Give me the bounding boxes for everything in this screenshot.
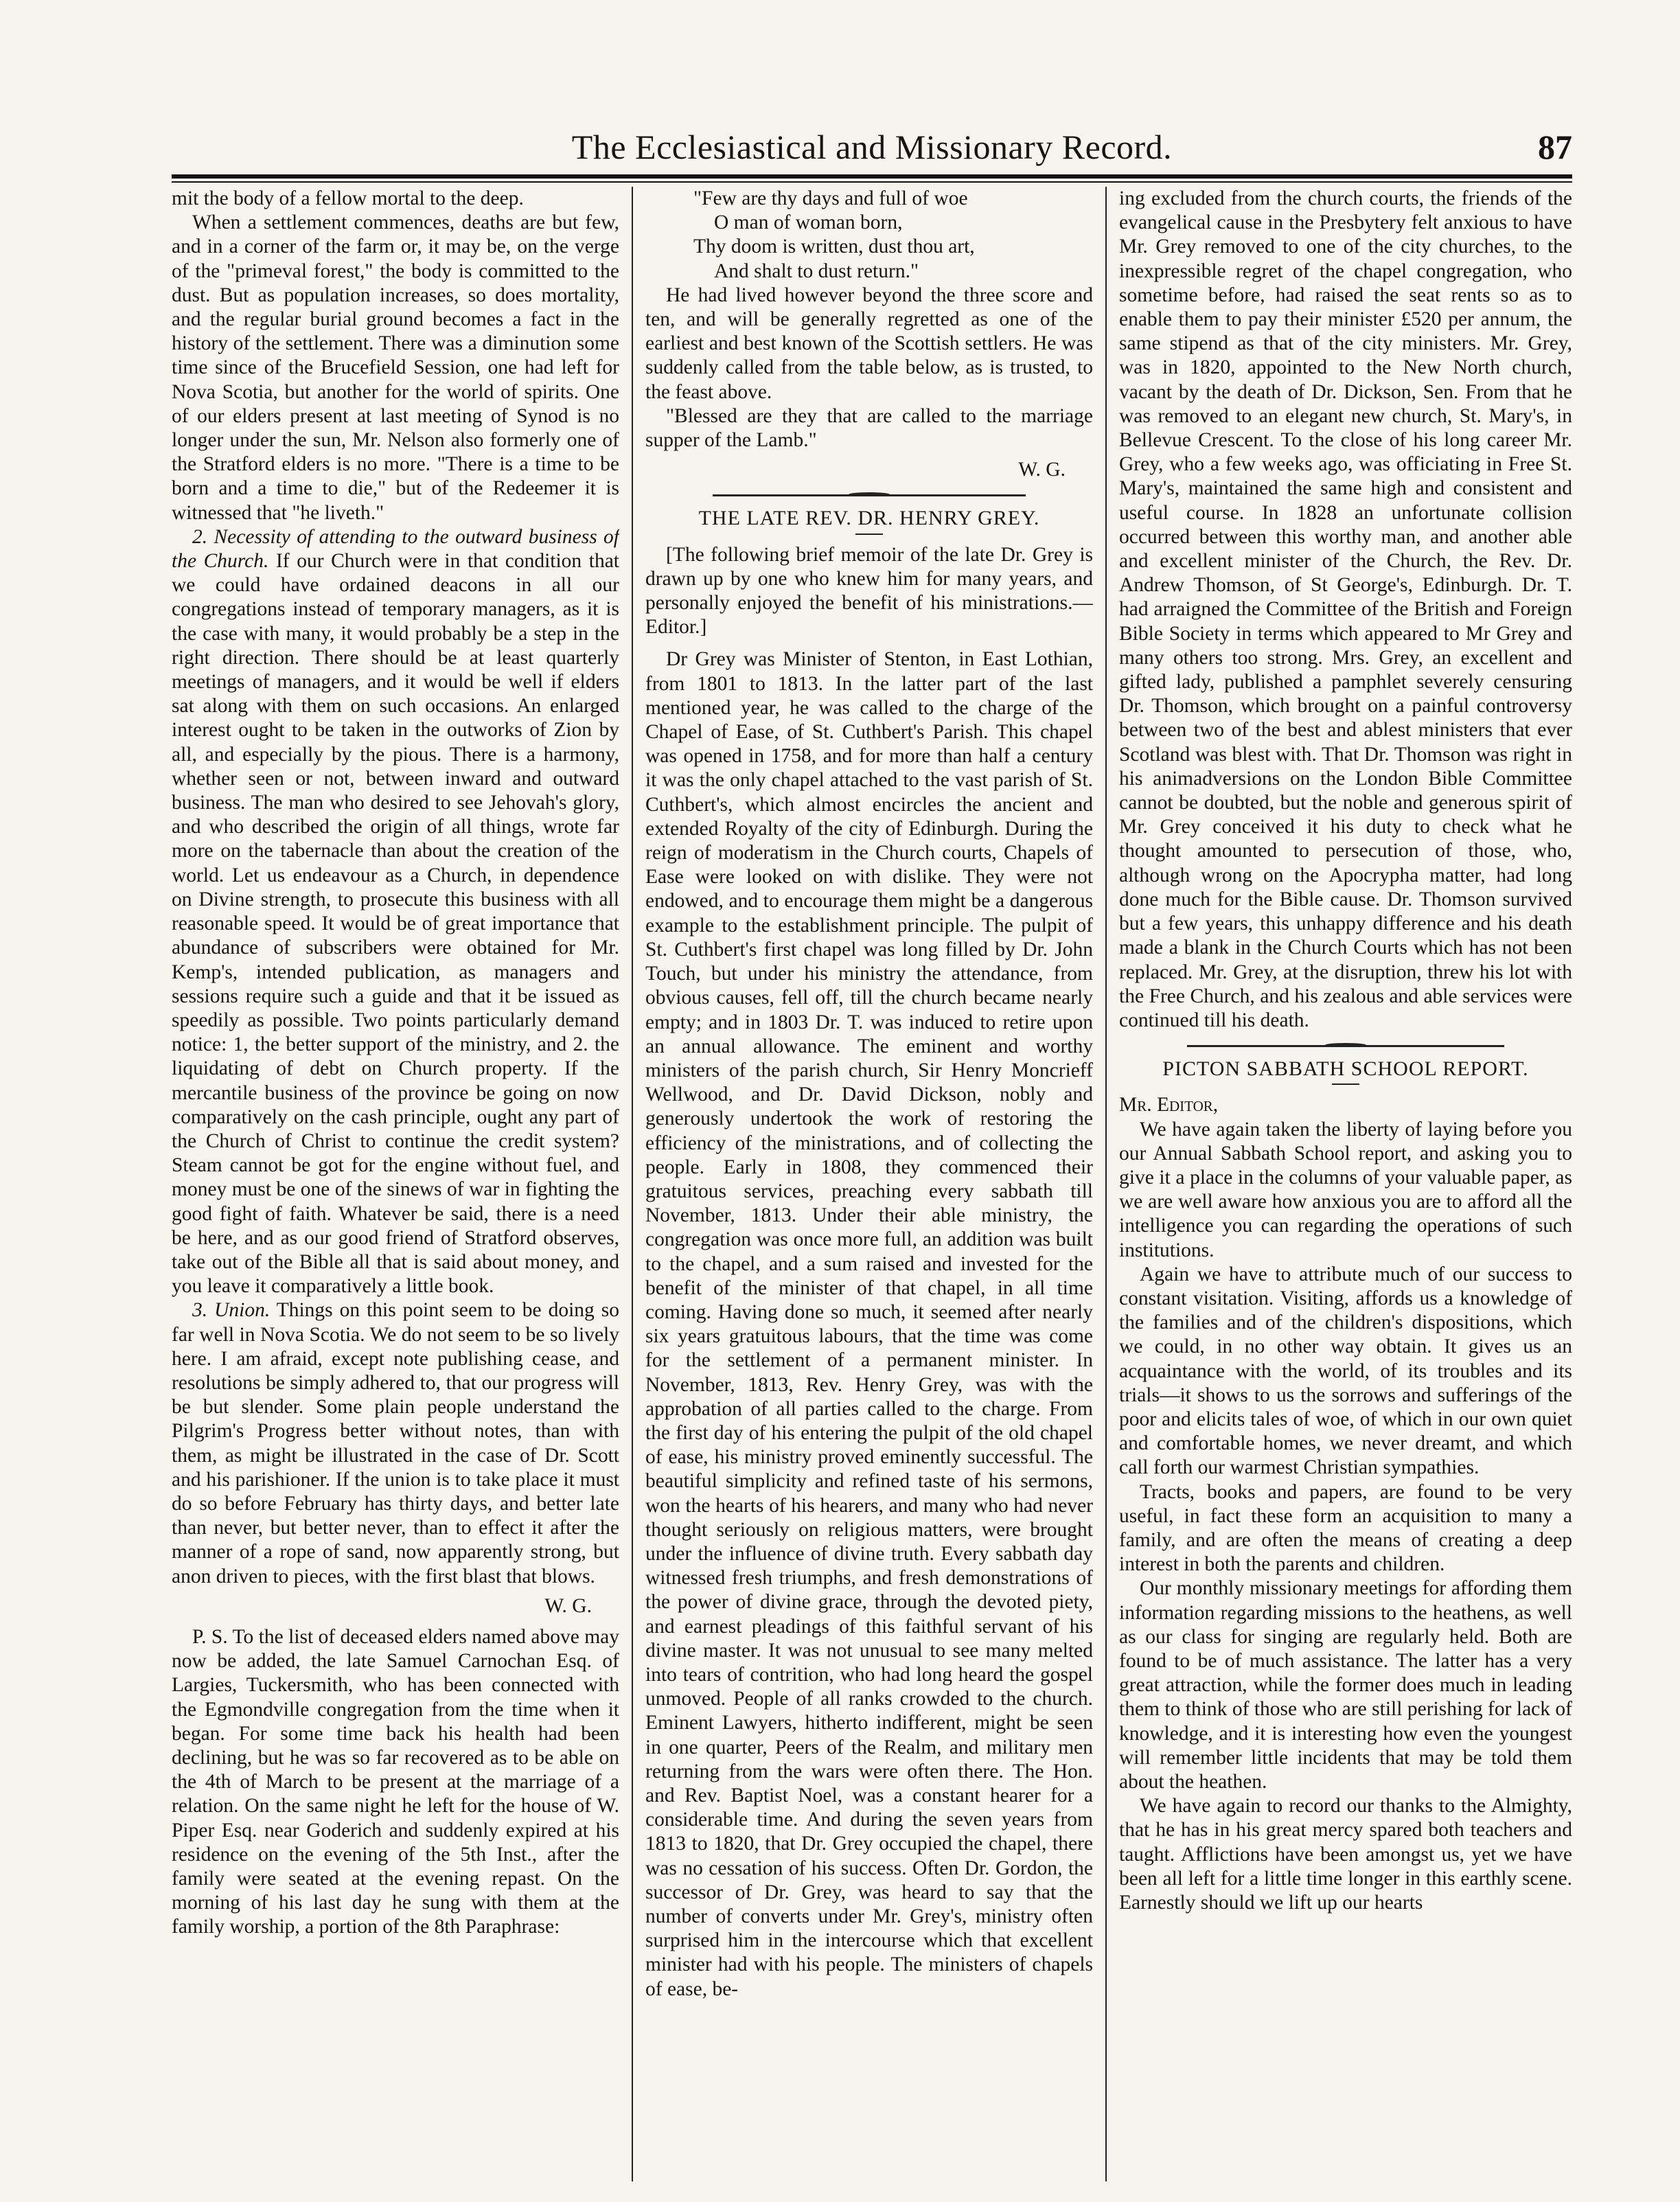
paragraph: Tracts, books and papers, are found to be very useful, in fact these form an acquisition to many a family, and are often the means of creating a deep interest in both the parents and children. (1119, 1480, 1572, 1576)
paragraph-body: If our Church were in that condition that we could have ordained deacons in all our congregations instead of temporary managers, as it is the case with many, it would probably be a step in the right direction. There should be at least quarterly meetings of managers, and it would be well if elders sat along with them on such occasions. An enlarged interest ought to be taken in the outworks of Zion by all, and especially by the pious. There is a harmony, whether seen or not, between inward and outward business. The man who desired to see Jehovah's glory, and who described the origin of all things, wrote far more on the tabernacle than about the creation of the world. Let us endeavour as a Church, in dependence on Divine strength, to prosecute this business with all reasonable speed. It would be of great importance that abundance of subscribers were obtained for Mr. Kemp's, intended publication, as managers and sessions require such a guide and that it be issued as speedily as possible. Two points particularly demand notice: 1, the better support of the ministry, and 2. the liquidating of debt on Church property. If the mercantile business of the province be going on now comparatively on the cash principle, ought any part of the Church of Christ to continue the credit system? Steam cannot be got for the engine without fuel, and money must be one of the sinews of war in fighting the good fight of faith. Whatever be said, there is a need be here, and as our good friend of Stratford observes, take out of the Bible all that is said about money, and you leave it comparatively a little book. (172, 550, 619, 1298)
column-divider-1 (632, 187, 633, 2181)
paragraph: When a settlement commences, deaths are but few, and in a corner of the farm or, it may be, on the verge of the "primeval forest," the body is committed to the dust. But as population increases, so does mortality, and the regular burial ground becomes a fact in the history of the settlement. There was a diminution some time since of the Brucefield Session, one had left for Nova Scotia, but another for the world of spirits. One of our elders present at last meeting of Synod is no longer under the sun, Mr. Nelson also formerly one of the Stratford elders is no more. "There is a time to be born and a time to die," but of the Redeemer it is witnessed that "he liveth." (172, 211, 619, 524)
signature: W. G. (544, 1594, 592, 1617)
paragraph: Dr Grey was Minister of Stenton, in East Lothian, from 1801 to 1813. In the latter part of the last mentioned year, he was called to the charge of the Chapel of Ease, of St. Cuthbert's Parish. This chapel was opened in 1758, and for more than half a century it was the only chapel attached to the vast parish of St. Cuthbert's, which almost encircles the ancient and extended Royalty of the city of Edinburgh. During the reign of moderatism in the Church courts, Chapels of Ease were looked on with dislike. They were not endowed, and to encourage them might be a dangerous example to the establishment principle. The pulpit of St. Cuthbert's first chapel was long filled by Dr. John Touch, but under his ministry the attendance, from obvious causes, fell off, till the church became nearly empty; and in 1803 Dr. T. was induced to retire upon an annual allowance. The eminent and worthy ministers of the parish church, Sir Henry Moncrieff Wellwood, and Dr. David Dickson, nobly and generously undertook the work of restoring the efficiency of the ministrations, and of collecting the people. Early in 1808, they commenced their gratuitous services, preaching every sabbath till November, 1813. Under their able ministry, the congregation was once more full, an addition was built to the chapel, and a sum raised and invested for the benefit of the minister of that chapel, in all time coming. Having done so much, it seemed after nearly six years gratuitous labours, that the time was come for the settlement of a permanent minister. In November, 1813, Rev. Henry Grey, was with the approbation of all parties called to the charge. From the first day of his entering the pulpit of the old chapel of ease, his ministry proved eminently successful. The beautiful simplicity and refined taste of his sermons, won the hearts of his hearers, and many who had never thought seriously on religious matters, were brought under the influence of divine truth. Every sabbath day witnessed fresh triumphs, and fresh demonstrations of the power of divine grace, through the devoted piety, and earnest pleadings of this faithful servant of his divine master. It was not unusual to see many melted into tears of contrition, who had long heard the gospel unmoved. People of all ranks crowded to the church. Eminent Lawyers, hitherto indifferent, might be seen in one quarter, Peers of the Realm, and military men returning from the wars were often there. The Hon. and Rev. Baptist Noel, was a constant hearer for a considerable time. And during the seven years from 1813 to 1820, that Dr. Grey occupied the chapel, there was no cessation of his success. Often Dr. Gordon, the successor of Dr. Grey, was heard to say that the number of converts under Mr. Grey's, ministry often surprised him in the intercourse which that excellent minister had with his people. The ministers of chapels of ease, be- (645, 648, 1093, 2000)
page-number: 87 (1538, 128, 1572, 166)
column-1 (172, 187, 619, 2181)
editor-note: [The following brief memoir of the late Dr. Grey is drawn up by one who knew him for many years, and personally enjoyed the benefit of his ministrations.—Editor.] (645, 543, 1093, 639)
header-rule (172, 174, 1572, 183)
signature: W. G. (1018, 459, 1066, 481)
paragraph: We have again taken the liberty of laying before you our Annual Sabbath School report, and asking you to give it a place in the columns of your valuable paper, as we are well aware how anxious you are to afford all the intelligence you can regarding the operations of such institutions. (1119, 1118, 1572, 1261)
verse-quote (645, 187, 1093, 284)
column-2 (645, 187, 1093, 2181)
verse-line: And shalt to dust return." (714, 260, 919, 282)
paragraph (172, 1298, 619, 1588)
publication-title: The Ecclesiastical and Missionary Record. (571, 128, 1173, 166)
verse-line: Thy doom is written, dust thou art, (693, 236, 975, 258)
headline-dash (1332, 1083, 1359, 1085)
article-separator (713, 494, 1026, 496)
salutation: Mr. Editor, (1119, 1094, 1219, 1116)
paragraph: mit the body of a fellow mortal to the deep. (172, 187, 524, 209)
paragraph: He had lived however beyond the three score and ten, and will be generally regretted as one of the earliest and best known of the Scottish settlers. He was suddenly called from the table below, as is trusted, to the feast above. (645, 284, 1093, 403)
paragraph: P. S. To the list of deceased elders named above may now be added, the late Samuel Carnochan Esq. of Largies, Tuckersmith, who has been connected with the Egmondville congregation from the time when it began. For some time back his health had been declining, but he was so far recovered as to be able on the 4th of March to be present at the marriage of a relation. On the same night he left for the house of W. Piper Esq. near Goderich and suddenly expired at his residence on the evening of the 5th Inst., after the family were seated at the evening repast. On the morning of his last day he sung with them at the family worship, a portion of the 8th Paraphrase: (172, 1625, 619, 1938)
section-lead: 2. Necessity of attending to the outward business of the Church. (172, 525, 619, 573)
paragraph: Again we have to attribute much of our success to constant visitation. Visiting, affords us a knowledge of the families and of the children's dispositions, which we could, in no other way obtain. It gives us an acquaintance with the world, of its troubles and its trials—it shows to us the sorrows and sufferings of the poor and elicits tales of woe, of which in our own quiet and comfortable homes, we never dreamt, and which call forth our warmest Christian sympathies. (1119, 1263, 1572, 1479)
article-headline: THE LATE REV. DR. HENRY GREY. (698, 507, 1040, 530)
paragraph (172, 525, 619, 1299)
paragraph: Our monthly missionary meetings for affording them information regarding missions to the heathens, as well as our class for singing are regularly held. Both are found to be of much assistance. The latter has a very great attraction, while the former does much in leading them to think of those who are still perishing for lack of knowledge, and it is interesting how even the youngest will remember little incidents that may be told them about the heathen. (1119, 1577, 1572, 1793)
column-divider-2 (1105, 187, 1107, 2181)
column-3 (1119, 187, 1572, 2181)
verse-line: "Few are thy days and full of woe (693, 187, 968, 209)
paragraph: We have again to record our thanks to the Almighty, that he has in his great mercy spared both teachers and taught. Afflictions have been amongst us, yet we have been all left for a little time longer in this earthly scene. Earnestly should we lift up our hearts (1119, 1795, 1572, 1914)
page-header (172, 125, 1572, 169)
paragraph: "Blessed are they that are called to the marriage supper of the Lamb." (645, 404, 1093, 452)
verse-line: O man of woman born, (714, 211, 903, 234)
paragraph-body: Things on this point seem to be doing so far well in Nova Scotia. We do not seem to be so lively here. I am afraid, except note publishing cease, and resolutions be simply adhered to, that our progress will be but slender. Some plain people understand the Pilgrim's Progress better without notes, than with them, as might be illustrated in the case of Dr. Scott and his parishioner. If the union is to take place it must do so before February has thirty days, and better late than never, but better never, than to effect it after the manner of a rope of sand, now apparently strong, but anon driven to pieces, with the first blast that blows. (172, 1299, 619, 1587)
paragraph: ing excluded from the church courts, the friends of the evangelical cause in the Presbytery felt anxious to have Mr. Grey removed to one of the city churches, to the inexpressible regret of the chapel congregation, who sometime before, had raised the seat rents so as to enable them to pay their minister £520 per annum, the same stipend as that of the city ministers. Mr. Grey, was in 1820, appointed to the New North church, vacant by the death of Dr. Dickson, Sen. From that he was removed to an elegant new church, St. Mary's, in Bellevue Crescent. To the close of his long career Mr. Grey, who a few weeks ago, was officiating in Free St. Mary's, maintained the same high and consistent and useful course. In 1828 an unfortunate collision occurred between this worthy man, and another able and excellent minister of the Church, the Rev. Dr. Andrew Thomson, of St George's, Edinburgh. Dr. T. had arraigned the Committee of the British and Foreign Bible Society in terms which appeared to Mr Grey and many others too strong. Mrs. Grey, an excellent and gifted lady, published a pamphlet severely censuring Dr. Thomson, which brought on a painful controversy between two of the best and ablest ministers that ever Scotland was blest with. That Dr. Thomson was right in his animadversions on the London Bible Committee cannot be doubted, but the noble and generous spirit of Mr. Grey conceived it his duty to check what he thought amounted to persecution of those, who, although wrong on the Apocrypha matter, had long done much for the Bible cause. Dr. Thomson survived but a few years, this unhappy difference and his death made a blank in the Church Courts which has not been replaced. Mr. Grey, at the disruption, threw his lot with the Free Church, and his zealous and able services were continued till his death. (1119, 187, 1572, 1031)
article-separator (1187, 1045, 1504, 1047)
headline-dash (855, 534, 883, 535)
section-lead: 3. Union. (192, 1299, 271, 1322)
article-headline: PICTON SABBATH SCHOOL REPORT. (1162, 1057, 1529, 1081)
